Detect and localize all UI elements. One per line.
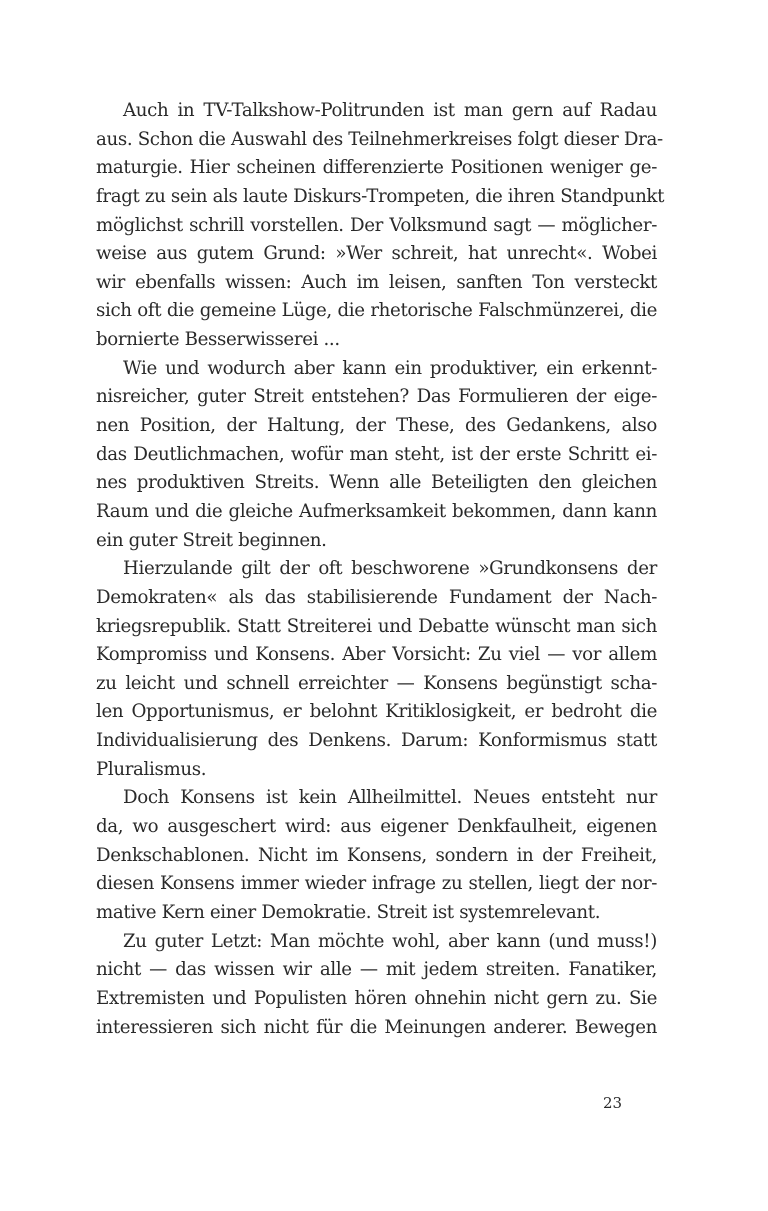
text-line: das Deutlichmachen, wofür man steht, ist der erste Schritt ei- [96, 443, 657, 465]
paragraph [96, 355, 657, 555]
text-line: mative Kern einer Demokratie. Streit ist systemrelevant. [96, 901, 601, 923]
text-line: Kompromiss und Konsens. Aber Vorsicht: Zu viel — vor allem [96, 644, 657, 666]
text-line: Wie und wodurch aber kann ein produktiver, ein erkennt- [123, 357, 657, 379]
text-line: da, wo ausgeschert wird: aus eigener Denkfaulheit, eigenen [96, 816, 657, 838]
text-line: diesen Konsens immer wieder infrage zu stellen, liegt der nor- [96, 873, 657, 895]
text-line: kriegsrepublik. Statt Streiterei und Debatte wünscht man sich [96, 615, 657, 637]
text-line: wir ebenfalls wissen: Auch im leisen, sanften Ton versteckt [96, 271, 657, 293]
text-line: Individualisierung des Denkens. Darum: Konformismus statt [96, 730, 657, 752]
text-line: zu leicht und schnell erreichter — Konsens begünstigt scha- [96, 672, 657, 694]
page-number: 23 [603, 1094, 623, 1112]
page-body [96, 97, 665, 1042]
paragraph [96, 555, 657, 784]
text-line: sich oft die gemeine Lüge, die rhetorische Falschmünzerei, die [96, 300, 657, 322]
text-line: maturgie. Hier scheinen differenzierte Positionen weniger ge- [96, 157, 657, 179]
text-line: Extremisten und Populisten hören ohnehin nicht gern zu. Sie [96, 987, 657, 1009]
text-line: Denkschablonen. Nicht im Konsens, sondern in der Freiheit, [96, 844, 657, 866]
text-line: Auch in TV-Talkshow-Politrunden ist man gern auf Radau [123, 100, 657, 121]
text-line: Raum und die gleiche Aufmerksamkeit bekommen, dann kann [96, 500, 657, 522]
text-line: nicht — das wissen wir alle — mit jedem streiten. Fanatiker, [96, 959, 657, 981]
text-line: ein guter Streit beginnen. [96, 529, 327, 551]
text-line: nisreicher, guter Streit entstehen? Das Formulieren der eige- [96, 386, 657, 408]
text-line: bornierte Besserwisserei ... [96, 329, 340, 351]
text-line: Pluralismus. [96, 758, 207, 780]
text-line: nen Position, der Haltung, der These, des Gedankens, also [96, 415, 657, 437]
text-line: Zu guter Letzt: Man möchte wohl, aber kann (und muss!) [123, 930, 657, 952]
text-line: Doch Konsens ist kein Allheilmittel. Neues entsteht nur [123, 787, 657, 809]
paragraph [96, 784, 657, 927]
text-line: len Opportunismus, er belohnt Kritiklosigkeit, er bedroht die [96, 701, 657, 723]
text-line: weise aus gutem Grund: »Wer schreit, hat unrecht«. Wobei [96, 243, 657, 265]
text-line: fragt zu sein als laute Diskurs-Trompeten, die ihren Standpunkt [96, 185, 665, 207]
text-line: interessieren sich nicht für die Meinungen anderer. Bewegen [96, 1016, 657, 1038]
paragraph [96, 97, 665, 355]
text-line: möglichst schrill vorstellen. Der Volksmund sagt — möglicher- [96, 214, 657, 236]
text-line: Hierzulande gilt der oft beschworene »Grundkonsens der [123, 558, 657, 580]
paragraph [96, 928, 657, 1043]
text-line: aus. Schon die Auswahl des Teilnehmerkreises folgt dieser Dra- [96, 128, 663, 150]
text-line: Demokraten« als das stabilisierende Fundament der Nach- [96, 586, 657, 608]
text-line: nes produktiven Streits. Wenn alle Beteiligten den gleichen [96, 472, 657, 494]
